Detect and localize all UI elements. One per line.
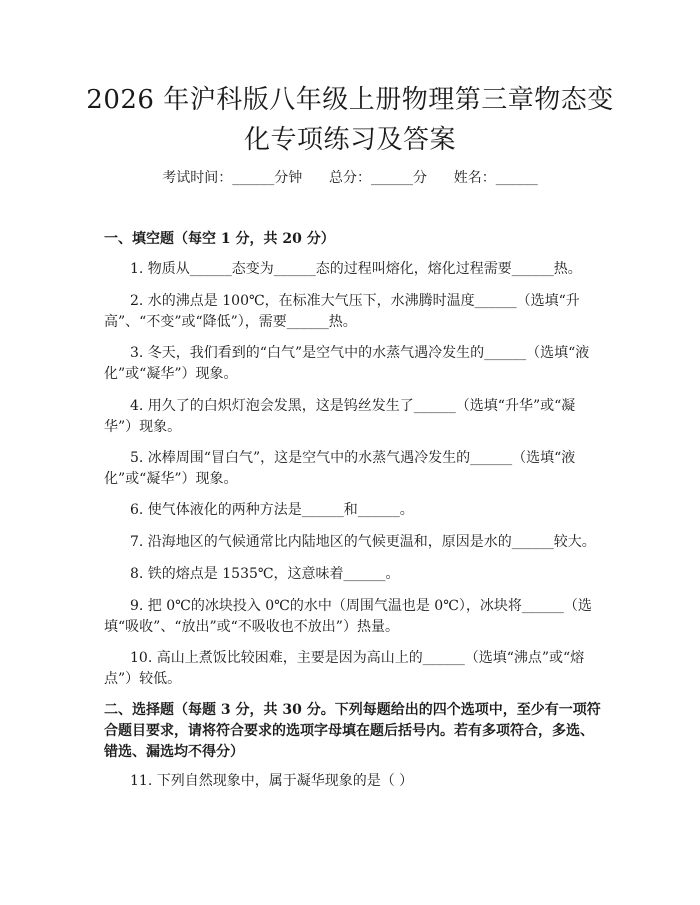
title-line-1: 2026 年沪科版八年级上册物理第三章物态变 [86,85,614,115]
title-line-2: 化专项练习及答案 [243,125,456,155]
question-4: 4. 用久了的白炽灯泡会发黑，这是钨丝发生了______（选填“升华”或“凝华”）现象。 [104,398,576,435]
question-1: 1. 物质从______态变为______态的过程叫熔化，熔化过程需要______热。 [130,261,582,277]
question-5: 5. 冰棒周围“冒白气”，这是空气中的水蒸气遇冷发生的______（选填“液化”或“凝华”）现象。 [104,450,576,487]
question-3: 3. 冬天，我们看到的“白气”是空气中的水蒸气遇冷发生的______（选填“液化”或“凝华”）现象。 [104,345,590,382]
section-2-heading: 二、选择题（每题 3 分，共 30 分。下列每题给出的四个选项中，至少有一项符合题目要求，请将符合要求的选项字母填在题后括号内。若有多项符合，多选、错选、漏选均不得分） [104,702,601,760]
question-8: 8. 铁的熔点是 1535℃，这意味着______。 [130,566,400,582]
exam-info-line: 考试时间：______分钟 总分：______分 姓名：______ [162,170,538,186]
question-10: 10. 高山上煮饭比较困难，主要是因为高山上的______（选填“沸点”或“熔点”）较低。 [104,650,585,687]
question-9: 9. 把 0℃的冰块投入 0℃的水中（周围气温也是 0℃），冰块将______（选填“吸收”、“放出”或“不吸收也不放出”）热量。 [104,598,592,635]
question-6: 6. 使气体液化的两种方法是______和______。 [130,502,414,518]
question-11: 11. 下列自然现象中，属于凝华现象的是（ ） [130,773,414,789]
section-1-heading: 一、填空题（每空 1 分，共 20 分） [104,231,335,247]
question-2: 2. 水的沸点是 100℃，在标准大气压下，水沸腾时温度______（选填“升高”、“不变”或“降低”），需要______热。 [104,293,580,330]
question-7: 7. 沿海地区的气候通常比内陆地区的气候更温和，原因是水的______较大。 [130,534,596,550]
